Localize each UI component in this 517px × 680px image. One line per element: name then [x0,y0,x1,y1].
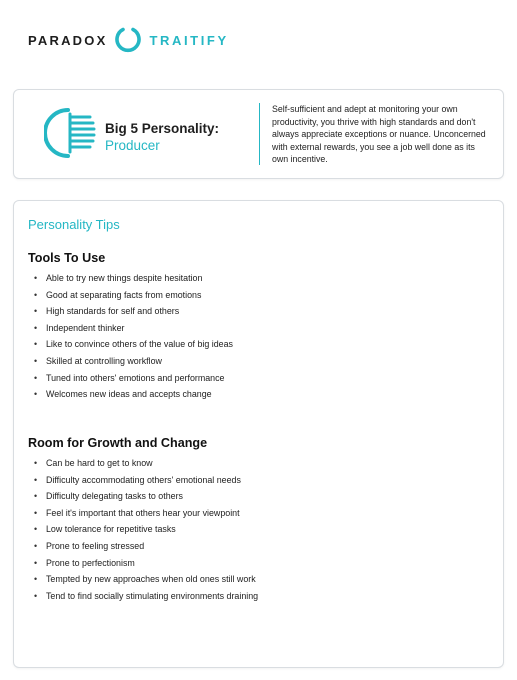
list-item: • Can be hard to get to know [34,455,258,472]
growth-heading: Room for Growth and Change [28,436,208,450]
list-item: • Low tolerance for repetitive tasks [34,521,258,538]
personality-name: Producer [105,138,160,153]
growth-list [34,455,258,604]
personality-description: Self-sufficient and adept at monitoring your own productivity, you thrive with high standards and don't always appreciate exceptions or nuance. Unconcerned with external rewards, you see a job well done as its own incentive. [272,104,486,164]
producer-comb-icon [44,105,100,161]
list-item: • Tuned into others' emotions and performance [34,370,233,387]
personality-heading [105,120,219,155]
tools-heading: Tools To Use [28,251,106,265]
personality-tips-card [13,200,504,668]
list-item: • Welcomes new ideas and accepts change [34,386,233,403]
list-item: • Tend to find socially stimulating environments draining [34,588,258,605]
vertical-divider [259,103,260,165]
list-item: • Good at separating facts from emotions [34,287,233,304]
list-item: • High standards for self and others [34,303,233,320]
personality-summary-card [13,89,504,179]
list-item: • Difficulty delegating tasks to others [34,488,258,505]
list-item: • Feel it's important that others hear your viewpoint [34,505,258,522]
tips-title: Personality Tips [28,217,120,232]
list-item: • Independent thinker [34,320,233,337]
list-item: • Prone to perfectionism [34,555,258,572]
list-item: • Tempted by new approaches when old ones still work [34,571,258,588]
list-item: • Skilled at controlling workflow [34,353,233,370]
list-item: • Able to try new things despite hesitation [34,270,233,287]
brand-logo [28,25,229,55]
brand-name-paradox: PARADOX [28,32,108,48]
list-item: • Difficulty accommodating others' emotional needs [34,472,258,489]
list-item: • Like to convince others of the value of big ideas [34,336,233,353]
list-item: • Prone to feeling stressed [34,538,258,555]
brand-name-traitify: TRAITIFY [149,32,229,48]
paradox-ring-icon [113,25,143,55]
personality-label: Big 5 Personality: [105,121,220,136]
tools-list [34,270,233,403]
